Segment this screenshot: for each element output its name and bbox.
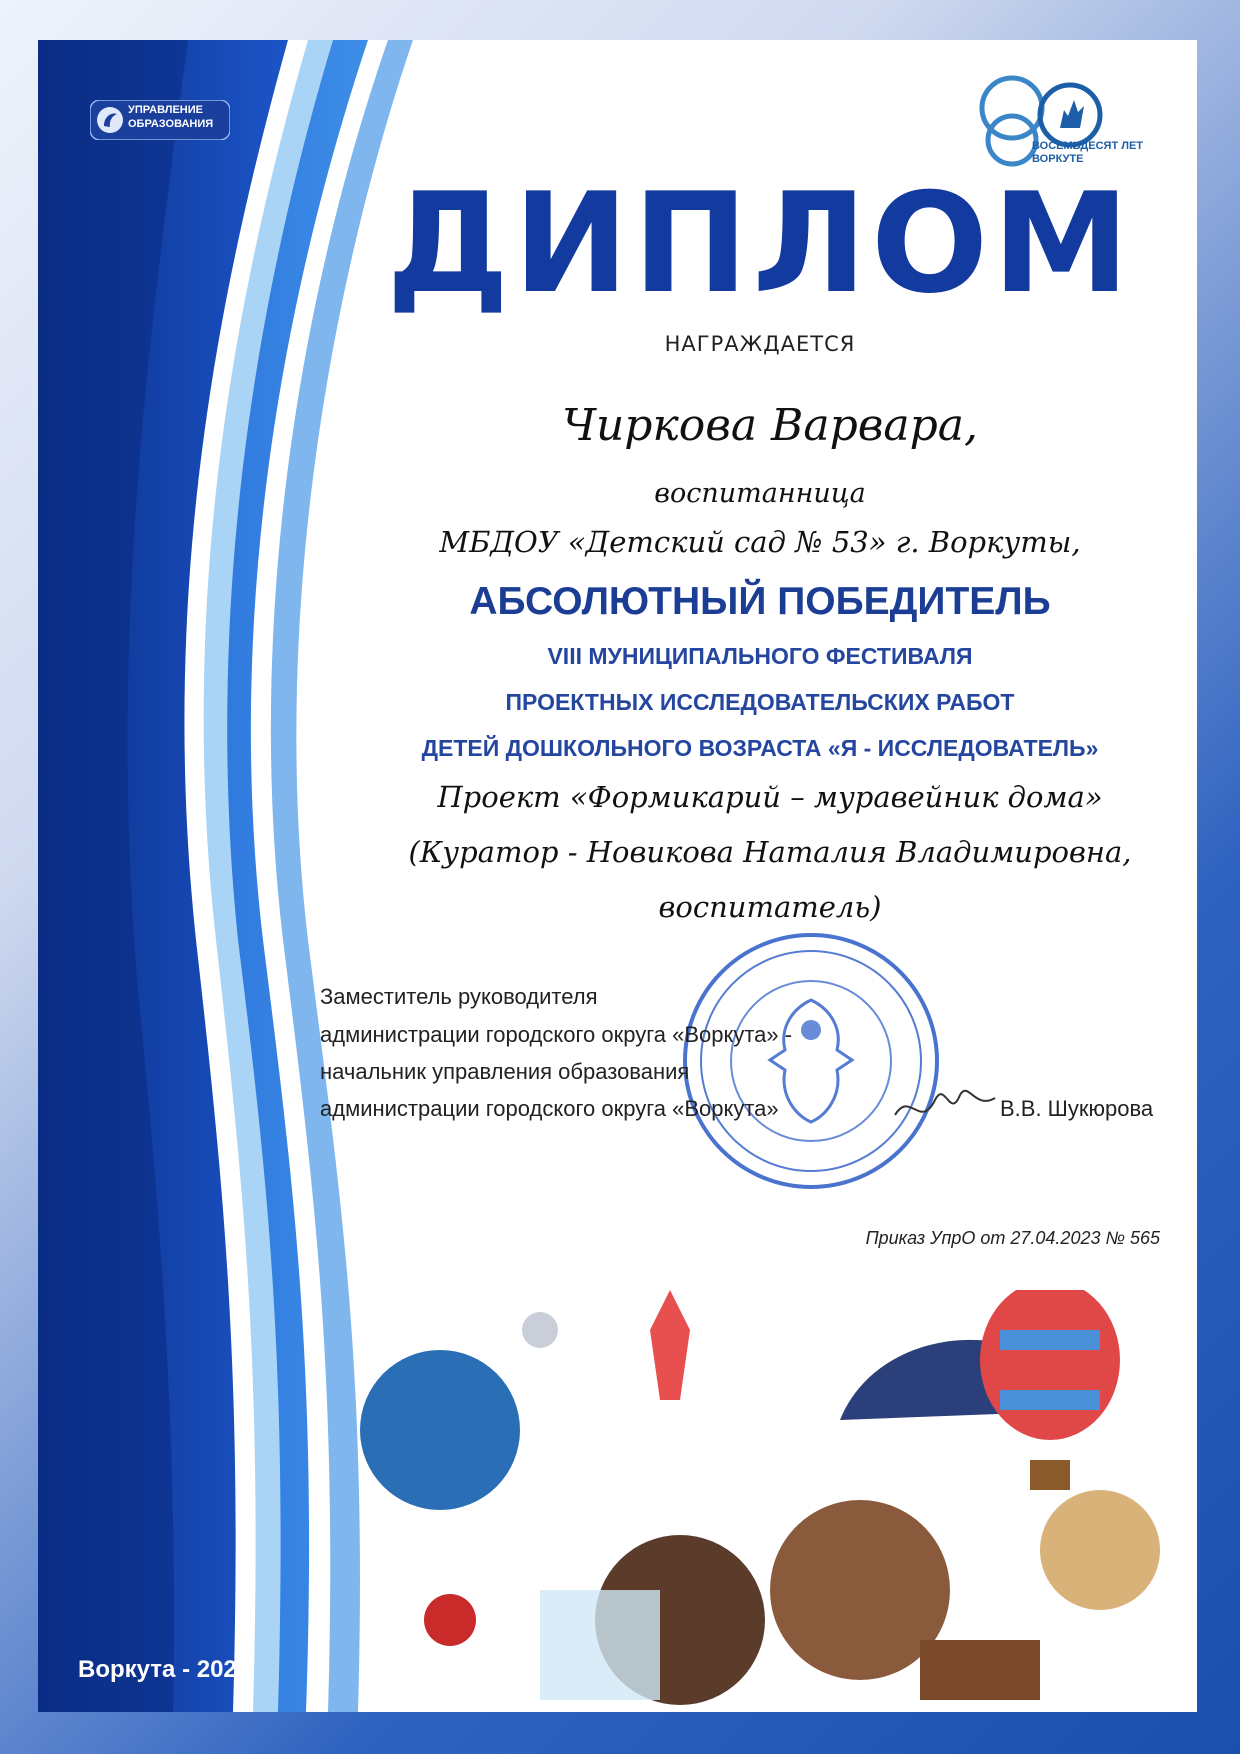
curator-line-2: воспитатель)	[658, 890, 882, 924]
order-reference: Приказ УпрО от 27.04.2023 № 565	[865, 1228, 1160, 1248]
recipient-role: воспитанница	[654, 478, 866, 509]
logo-line-1: УПРАВЛЕНИЕ	[128, 104, 203, 116]
recipient-name: Чиркова Варвара,	[561, 400, 979, 451]
logo-80-line-1: ВОСЕМЬДЕСЯТ ЛЕТ	[1032, 140, 1144, 152]
awarded-label: НАГРАЖДАЕТСЯ	[664, 332, 856, 356]
logo-80-line-2: ВОРКУТЕ	[1032, 153, 1084, 165]
diploma-title: ДИПЛОМ	[386, 163, 1134, 324]
footer-city-year: Воркута - 2023	[78, 1656, 251, 1683]
signatory-name: В.В. Шукюрова	[1000, 1096, 1154, 1121]
handwritten-signature	[890, 1060, 1000, 1140]
curator-line-1: (Куратор - Новикова Наталия Владимировна,	[408, 835, 1132, 869]
award-title: АБСОЛЮТНЫЙ ПОБЕДИТЕЛЬ	[469, 580, 1051, 623]
education-department-logo	[90, 100, 230, 140]
illustration-collage	[360, 1290, 1160, 1710]
festival-line-1: VIII МУНИЦИПАЛЬНОГО ФЕСТИВАЛЯ	[547, 643, 973, 669]
signatory-line-3: начальник управления образования	[320, 1059, 690, 1084]
recipient-organization: МБДОУ «Детский сад № 53» г. Воркуты,	[439, 525, 1081, 559]
logo-line-2: ОБРАЗОВАНИЯ	[128, 118, 214, 130]
festival-line-2: ПРОЕКТНЫХ ИССЛЕДОВАТЕЛЬСКИХ РАБОТ	[505, 689, 1015, 715]
signatory-line-1: Заместитель руководителя	[320, 984, 598, 1009]
signatory-line-4: администрации городского округа «Воркута»	[320, 1096, 779, 1121]
festival-line-3: ДЕТЕЙ ДОШКОЛЬНОГО ВОЗРАСТА «Я - ИССЛЕДОВАТЕЛЬ»	[421, 735, 1099, 761]
signatory-line-2: администрации городского округа «Воркута» -	[320, 1022, 793, 1047]
project-title: Проект «Формикарий – муравейник дома»	[437, 780, 1103, 814]
vorkuta-80-logo	[970, 70, 1160, 170]
